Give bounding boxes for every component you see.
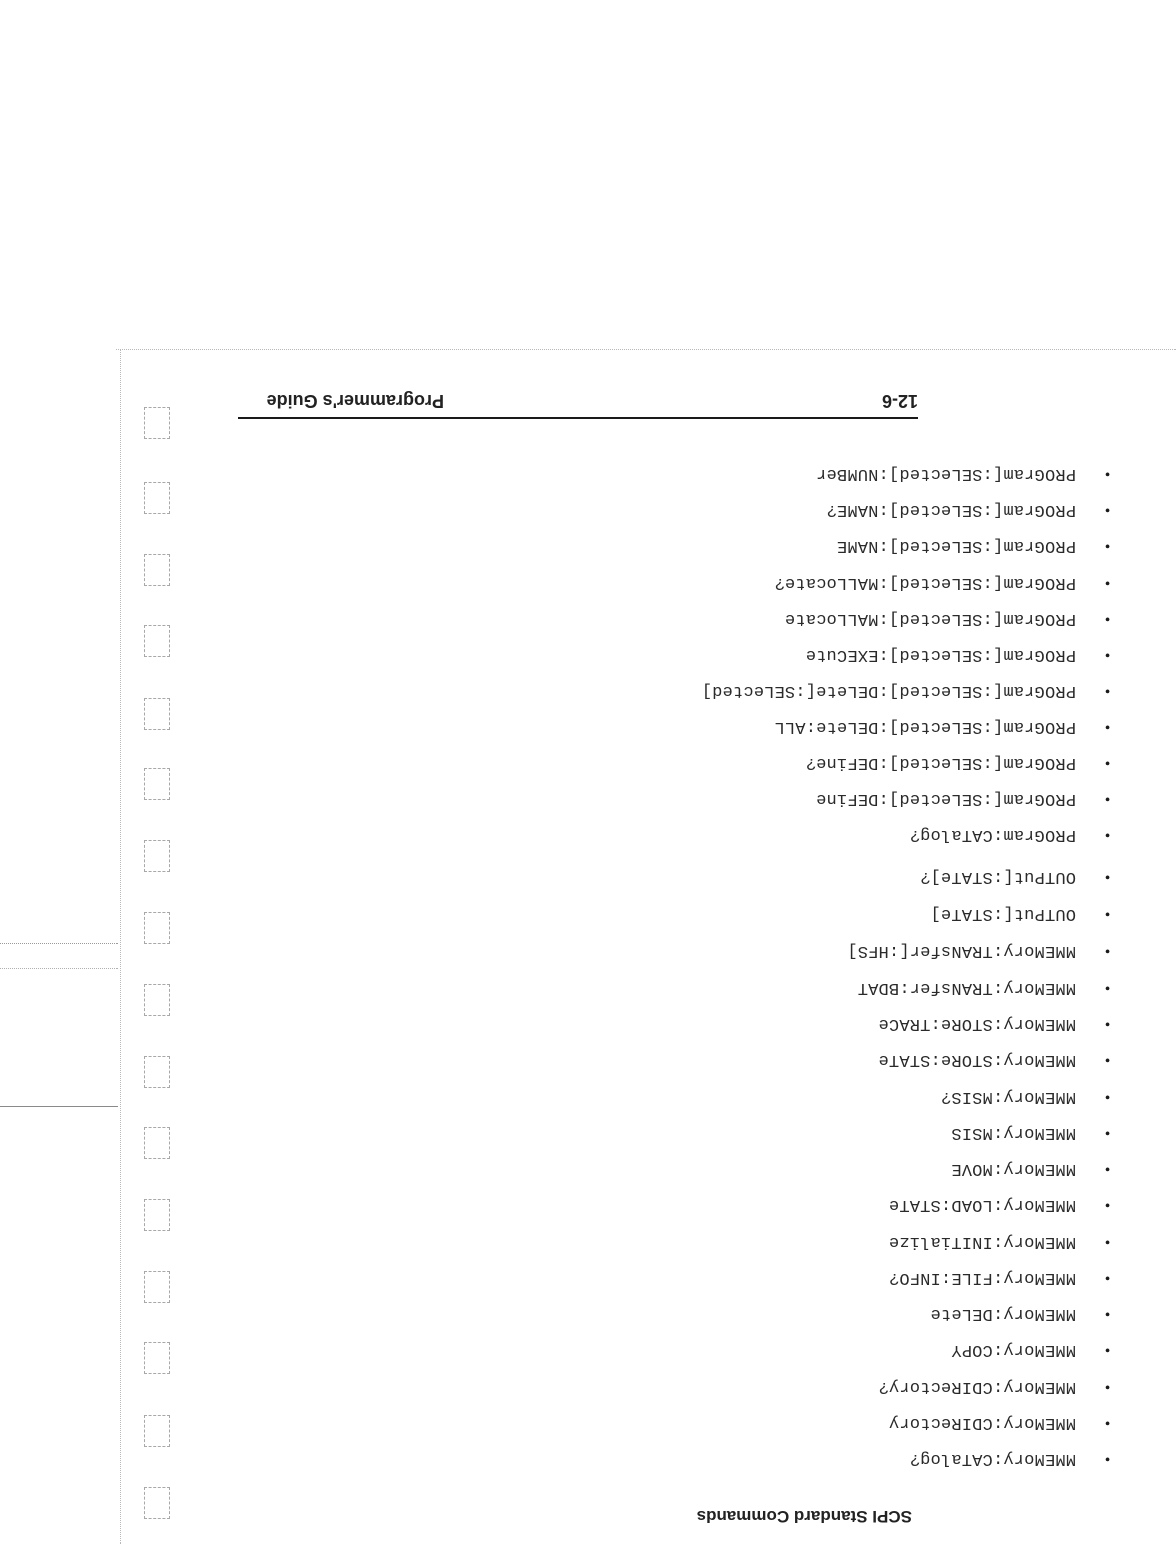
command-text: MMEMory:MSIS? (940, 1087, 1076, 1106)
bullet-icon: • (1105, 870, 1110, 886)
command-text: OUTPut[:STATe] (930, 904, 1076, 923)
command-list-item (920, 866, 1110, 890)
scan-artifact-line (0, 943, 118, 944)
bullet-icon: • (1105, 1126, 1110, 1142)
punch-hole (144, 984, 170, 1016)
command-text: MMEMory:DELete (930, 1304, 1076, 1323)
bullet-icon: • (1105, 1053, 1110, 1069)
command-text: MMEMory:MSIS (951, 1123, 1076, 1142)
command-list-item (889, 1267, 1110, 1291)
command-text: MMEMory:CDIRectory (888, 1413, 1076, 1432)
command-list-item (774, 716, 1110, 740)
page-edge-side (120, 350, 121, 1544)
command-text: PROGram[:SELected]:NAME? (826, 500, 1076, 519)
command-list-item (806, 752, 1110, 776)
punch-hole (144, 1342, 170, 1374)
command-text: MMEMory:CATalog? (909, 1449, 1076, 1468)
command-list-item (816, 788, 1110, 812)
command-text: MMEMory:STORe:TRACe (878, 1014, 1076, 1033)
command-list-item (930, 903, 1110, 927)
command-list (410, 404, 1110, 1544)
punch-hole (144, 768, 170, 800)
guide-title: Programmer's Guide (266, 391, 444, 411)
punch-hole (144, 1487, 170, 1519)
bullet-icon: • (1105, 1017, 1110, 1033)
bullet-icon: • (1105, 907, 1110, 923)
punch-hole (144, 840, 170, 872)
command-text: MMEMory:STORe:STATe (878, 1050, 1076, 1069)
page-number: 12-6 (881, 391, 918, 411)
command-text: PROGram:CATalog? (909, 825, 1076, 844)
command-list-item (702, 680, 1110, 704)
section-title: SCPI Standard Commands (696, 1507, 912, 1526)
footer-rule (238, 417, 918, 419)
bullet-icon: • (1105, 1162, 1110, 1178)
bullet-icon: • (1105, 944, 1110, 960)
bullet-icon: • (1105, 828, 1110, 844)
punch-hole (144, 625, 170, 657)
punch-hole (144, 554, 170, 586)
bullet-icon: • (1105, 1090, 1110, 1106)
punch-hole (144, 482, 170, 514)
bullet-icon: • (1105, 1235, 1110, 1251)
binder-punch-holes (142, 394, 170, 1544)
command-list-item (889, 1231, 1110, 1255)
command-text: MMEMory:LOAD:STATe (888, 1195, 1076, 1214)
command-text: PROGram[:SELected]:NAME (836, 536, 1076, 555)
punch-hole (144, 1415, 170, 1447)
command-list-item (878, 1049, 1110, 1073)
punch-hole (144, 698, 170, 730)
command-text: MMEMory:COPY (951, 1340, 1076, 1359)
command-list-item (847, 940, 1110, 964)
punch-hole (144, 1056, 170, 1088)
scan-artifact-line (0, 968, 118, 969)
command-text: PROGram[:SELected]:DELete[:SELected] (701, 681, 1076, 700)
bullet-icon: • (1105, 756, 1110, 772)
command-list-item (816, 463, 1110, 487)
bullet-icon: • (1105, 503, 1110, 519)
command-text: PROGram[:SELected]:NUMBer (815, 464, 1076, 483)
command-text: MMEMory:CDIRectory? (878, 1377, 1076, 1396)
bullet-icon: • (1105, 1380, 1110, 1396)
command-list-item (910, 824, 1110, 848)
scan-artifact-line (0, 1106, 118, 1107)
command-text: PROGram[:SELected]:DEFine? (805, 753, 1076, 772)
bullet-icon: • (1105, 684, 1110, 700)
command-list-item (858, 977, 1110, 1001)
bullet-icon: • (1105, 981, 1110, 997)
bullet-icon: • (1105, 720, 1110, 736)
bullet-icon: • (1105, 612, 1110, 628)
punch-hole (144, 1199, 170, 1231)
page-edge-top (116, 349, 1176, 350)
command-list-item (951, 1122, 1110, 1146)
command-list-item (878, 1013, 1110, 1037)
bullet-icon: • (1105, 576, 1110, 592)
bullet-icon: • (1105, 1198, 1110, 1214)
command-list-item (951, 1158, 1110, 1182)
command-list-item (941, 1086, 1110, 1110)
command-list-item (826, 499, 1110, 523)
bullet-icon: • (1105, 648, 1110, 664)
punch-hole (144, 1271, 170, 1303)
command-list-item (774, 572, 1110, 596)
punch-hole (144, 407, 170, 439)
command-text: PROGram[:SELected]:MALLocate (784, 609, 1076, 628)
punch-hole (144, 1127, 170, 1159)
command-list-item (837, 535, 1110, 559)
bullet-icon: • (1105, 792, 1110, 808)
command-text: PROGram[:SELected]:EXECute (805, 645, 1076, 664)
command-list-item (930, 1303, 1110, 1327)
command-text: MMEMory:FILE:INFO? (888, 1268, 1076, 1287)
command-list-item (785, 608, 1110, 632)
punch-hole (144, 912, 170, 944)
command-text: MMEMory:INITialize (888, 1232, 1076, 1251)
bullet-icon: • (1105, 1307, 1110, 1323)
command-list-item (910, 1448, 1110, 1472)
command-list-item (878, 1376, 1110, 1400)
command-list-item (951, 1339, 1110, 1363)
command-text: MMEMory:MOVE (951, 1159, 1076, 1178)
command-text: PROGram[:SELected]:MALLocate? (774, 573, 1076, 592)
bullet-icon: • (1105, 1452, 1110, 1468)
bullet-icon: • (1105, 1416, 1110, 1432)
command-list-item (806, 644, 1110, 668)
bullet-icon: • (1105, 467, 1110, 483)
bullet-icon: • (1105, 1271, 1110, 1287)
command-list-item (889, 1412, 1110, 1436)
bullet-icon: • (1105, 1343, 1110, 1359)
command-text: PROGram[:SELected]:DEFine (815, 789, 1076, 808)
command-text: PROGram[:SELected]:DELete:ALL (774, 717, 1076, 736)
command-text: MMEMory:TRANsfer:BDAT (857, 978, 1076, 997)
command-text: OUTPut[:STATe]? (919, 867, 1076, 886)
bullet-icon: • (1105, 539, 1110, 555)
command-text: MMEMory:TRANsfer[:HFS] (847, 941, 1076, 960)
command-list-item (889, 1194, 1110, 1218)
